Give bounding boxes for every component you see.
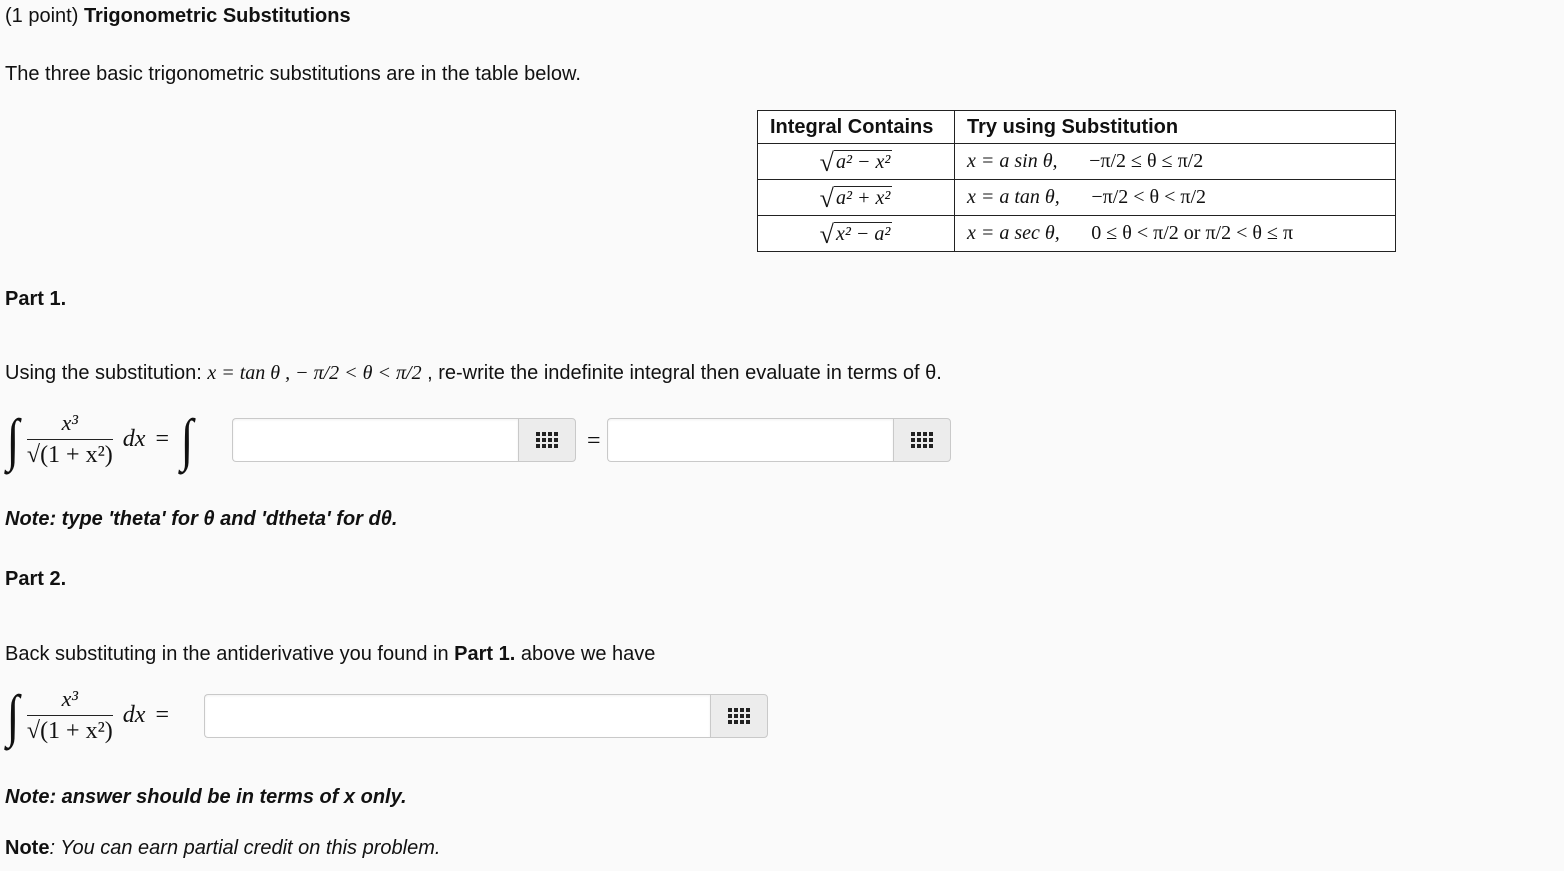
table-header-integral: Integral Contains	[758, 111, 955, 144]
range-sec: 0 ≤ θ < π/2 or π/2 < θ ≤ π	[1091, 222, 1294, 244]
integral-sign: ∫	[6, 406, 20, 472]
integral-sign: ∫	[6, 682, 20, 748]
grid-icon	[911, 432, 933, 448]
radicand-a2-minus-x2: √ a² − x²	[819, 148, 891, 177]
part1-instruction: Using the substitution: x = tan θ , − π/2 < θ < π/2 , re-write the indefinite integral then evaluate in terms of θ.	[5, 362, 942, 384]
part2-answer-group	[204, 694, 768, 736]
table-row	[758, 180, 1396, 216]
integrand-fraction: $\frac{\text{x³}}{\text{√(1 + x²)}}$	[26, 686, 113, 744]
part1-answer2-input[interactable]	[607, 418, 893, 462]
part1-integral	[5, 406, 195, 472]
part1-note: Note: type 'theta' for θ and 'dtheta' for dθ.	[5, 508, 398, 530]
part1-answer1-input[interactable]	[232, 418, 518, 462]
equation-editor-button[interactable]	[710, 694, 768, 738]
table-header-substitution: Try using Substitution	[955, 111, 1396, 144]
points-label: (1 point)	[5, 5, 79, 27]
part2-note: Note: answer should be in terms of x only.	[5, 786, 407, 808]
table-row	[758, 216, 1396, 252]
equation-editor-button[interactable]	[518, 418, 576, 462]
radicand-a2-plus-x2: √ a² + x²	[819, 184, 891, 213]
grid-icon	[536, 432, 558, 448]
problem-title: Trigonometric Substitutions	[83, 5, 351, 27]
partial-credit-note: Note: You can earn partial credit on this problem.	[5, 837, 441, 859]
equals-sign: =	[155, 702, 169, 728]
table-row	[758, 144, 1396, 180]
problem-header	[5, 5, 351, 28]
range-sin: −π/2 ≤ θ ≤ π/2	[1089, 150, 1204, 172]
substitution-sec: x = a sec θ,	[967, 222, 1060, 244]
part2-heading: Part 2.	[5, 568, 67, 590]
part2-answer-input[interactable]	[204, 694, 710, 738]
part1-answer2-group	[607, 418, 951, 460]
equation-editor-button[interactable]	[893, 418, 951, 462]
dx-label: dx	[122, 702, 146, 728]
substitution-table	[757, 110, 1396, 252]
part2-integral	[5, 682, 179, 748]
intro-text: The three basic trigonometric substitutions are in the table below.	[5, 63, 581, 85]
part1-substitution-math: x = tan θ , − π/2 < θ < π/2	[207, 362, 422, 384]
grid-icon	[728, 708, 750, 724]
part2-instruction: Back substituting in the antiderivative you found in Part 1. above we have	[5, 643, 656, 665]
integral-sign: ∫	[180, 406, 194, 472]
part1-answer1-group	[232, 418, 576, 460]
equals-sign: =	[587, 428, 601, 454]
part1-heading: Part 1.	[5, 288, 67, 310]
substitution-tan: x = a tan θ,	[967, 186, 1060, 208]
integrand-fraction: $\frac{\text{x³}}{\text{√(1 + x²)}}$	[26, 410, 113, 468]
radicand-x2-minus-a2: √ x² − a²	[819, 220, 891, 249]
substitution-sin: x = a sin θ,	[967, 150, 1058, 172]
dx-label: dx	[122, 426, 146, 452]
range-tan: −π/2 < θ < π/2	[1091, 186, 1207, 208]
equals-sign: =	[155, 426, 169, 452]
